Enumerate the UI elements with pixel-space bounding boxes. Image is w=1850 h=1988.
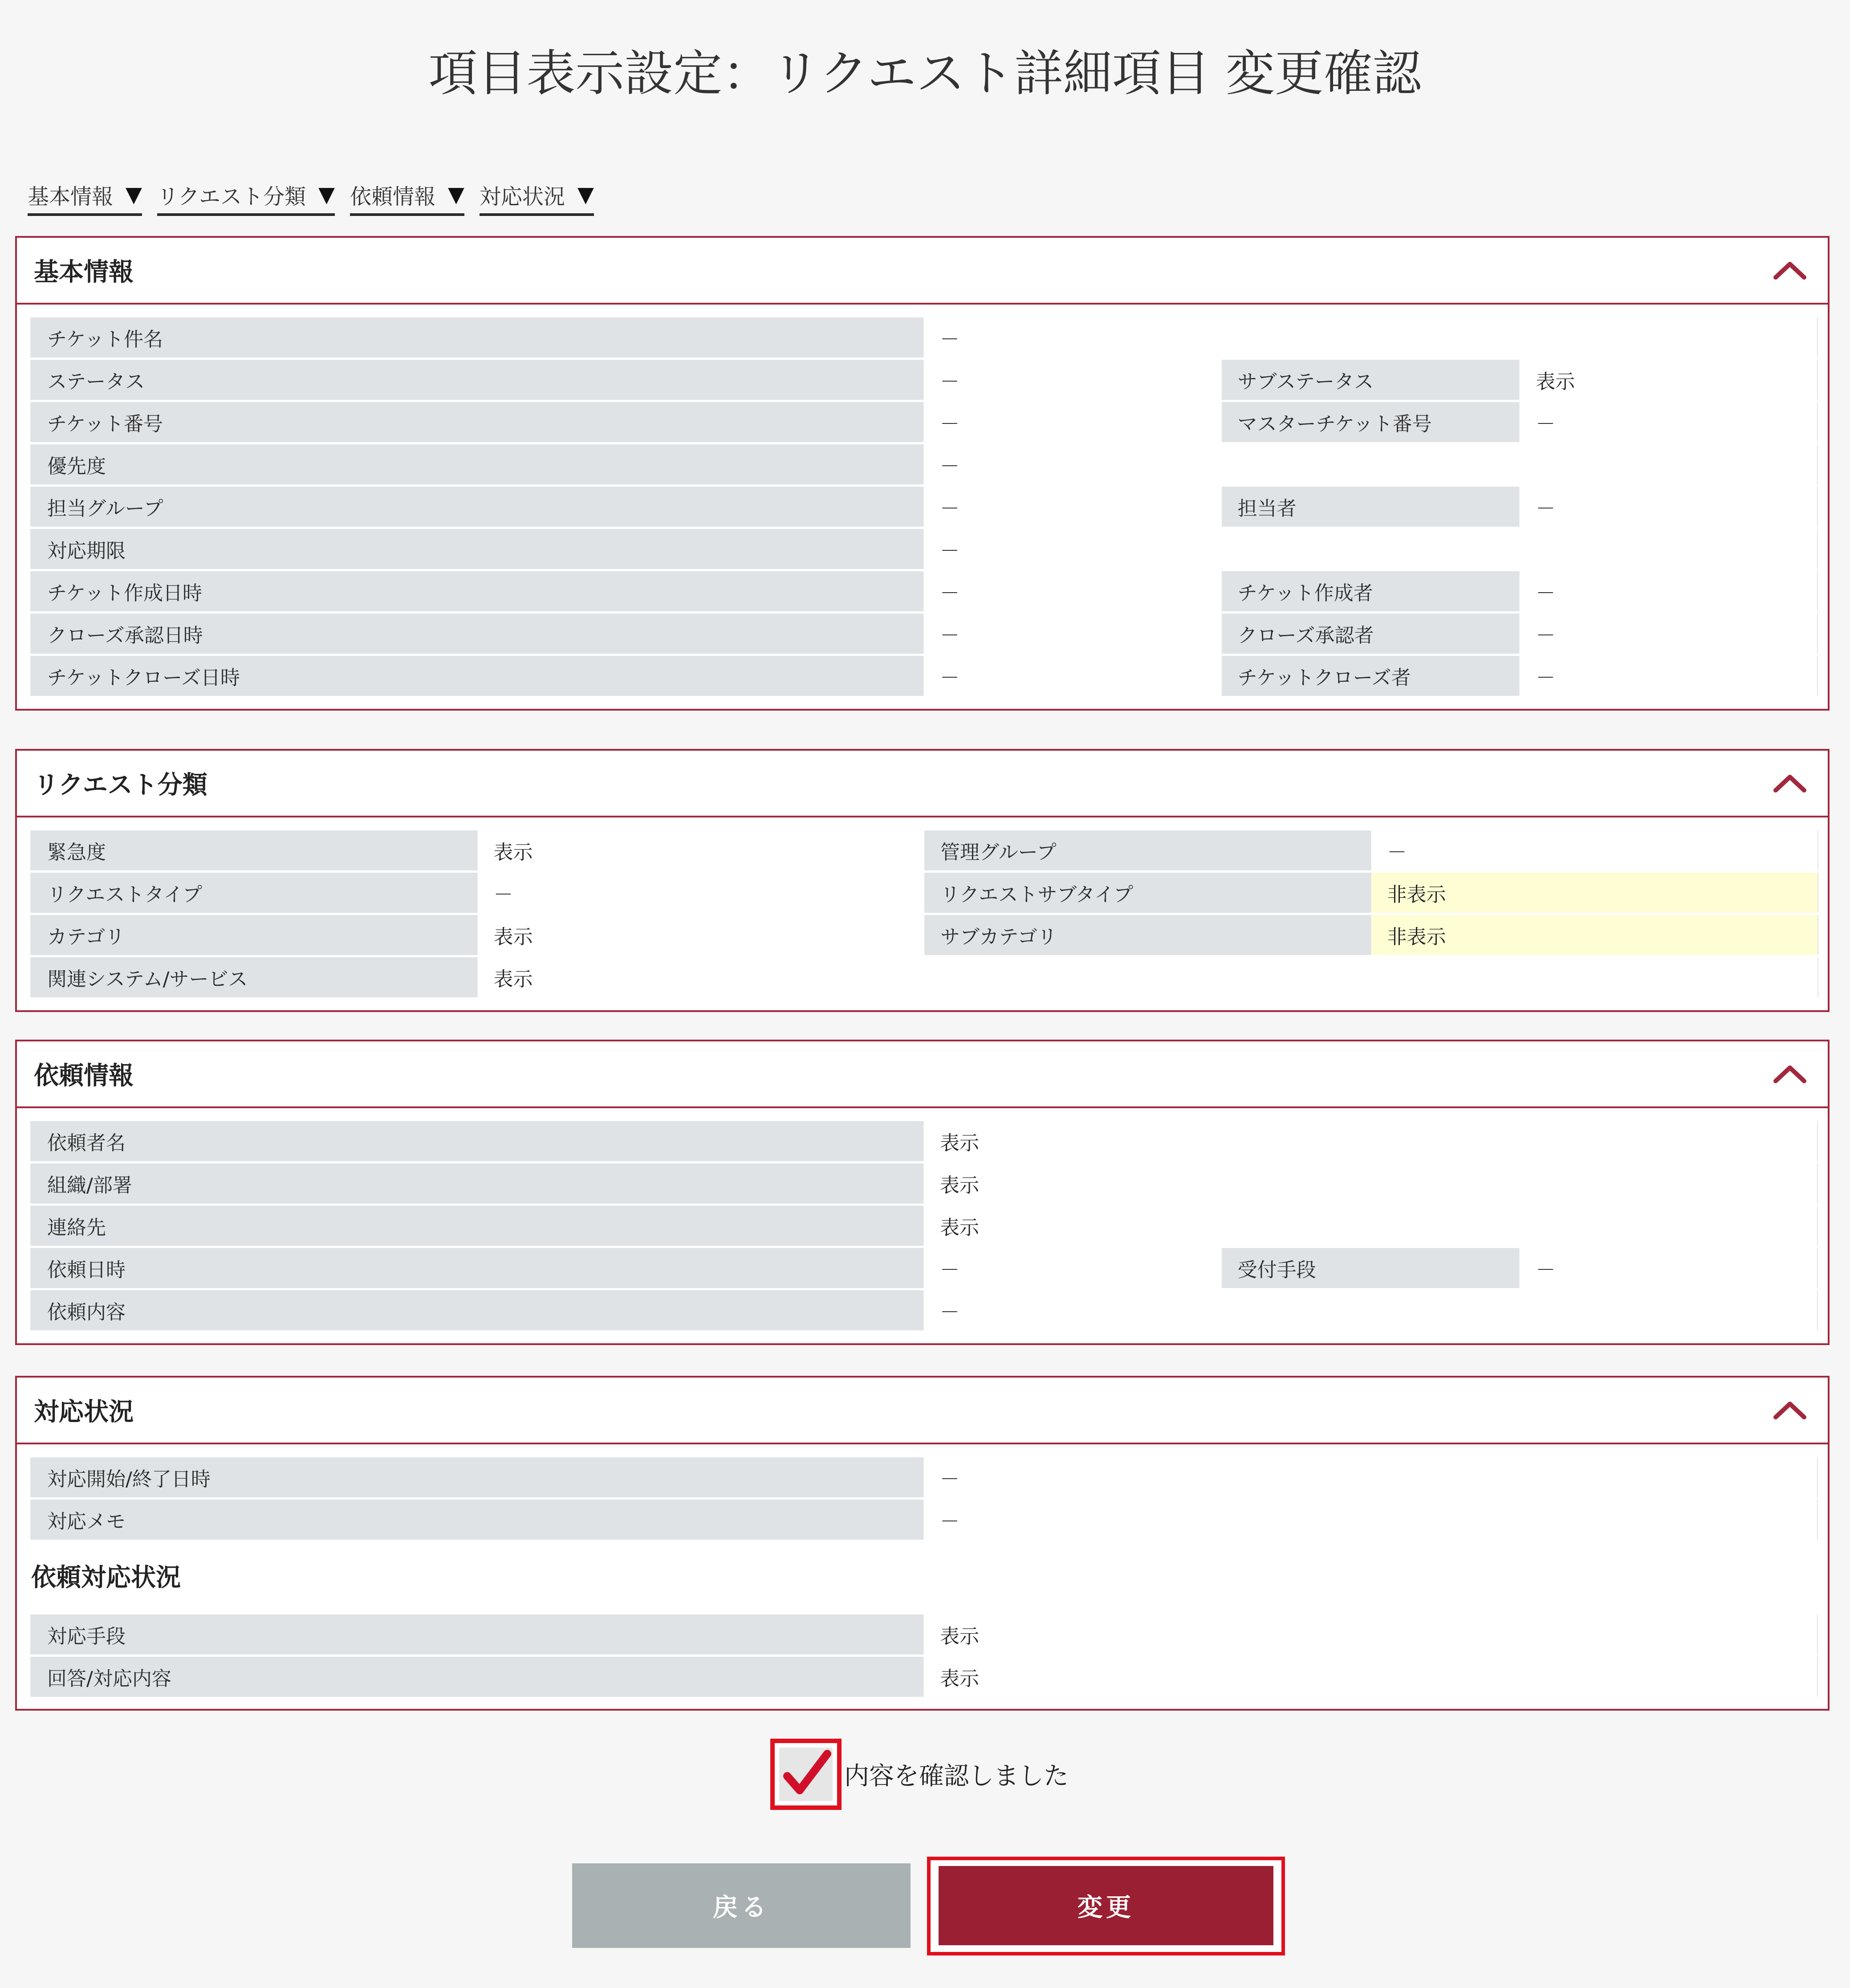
- field-value: －: [924, 1247, 1222, 1289]
- field-value: 表示: [924, 1614, 1818, 1656]
- table-row: [31, 443, 1817, 486]
- field-label: サブステータス: [1222, 359, 1520, 401]
- section-title: 依頼情報: [34, 1061, 134, 1090]
- field-value: －: [924, 1289, 1818, 1332]
- chevron-up-icon[interactable]: [1770, 768, 1810, 799]
- jump-link-category[interactable]: [157, 176, 335, 216]
- table-row: [31, 528, 1817, 570]
- subsection-title: 依頼対応状況: [31, 1563, 181, 1592]
- table-row: [31, 401, 1817, 443]
- field-value: －: [924, 1456, 1818, 1499]
- table-row: [31, 359, 1817, 401]
- table-row: [31, 1456, 1817, 1499]
- field-label: 依頼者名: [31, 1120, 924, 1163]
- field-label: 依頼内容: [31, 1289, 924, 1332]
- field-label: 管理グループ: [924, 829, 1371, 872]
- table-row: [31, 1163, 1817, 1205]
- jump-link-basic[interactable]: [28, 176, 142, 216]
- field-label: チケット番号: [31, 401, 924, 443]
- field-value: －: [924, 528, 1818, 570]
- field-value: －: [1371, 829, 1818, 872]
- section-header: [17, 1041, 1828, 1108]
- field-label: 関連システム/サービス: [31, 956, 477, 999]
- field-value: －: [924, 570, 1222, 613]
- field-value: 表示: [1520, 359, 1817, 401]
- section-jump-nav: [28, 176, 609, 216]
- field-value: －: [1520, 486, 1817, 528]
- field-value: 表示: [924, 1656, 1818, 1698]
- field-label: 緊急度: [31, 829, 477, 872]
- triangle-down-icon: ▼: [447, 182, 464, 207]
- confirm-checkbox[interactable]: [770, 1739, 842, 1810]
- page-title: 項目表示設定：リクエスト詳細項目 変更確認: [428, 45, 1422, 102]
- change-button[interactable]: 変更: [936, 1863, 1276, 1948]
- table-row: [31, 613, 1817, 655]
- chevron-up-icon[interactable]: [1770, 1394, 1810, 1426]
- field-value: －: [1520, 613, 1817, 655]
- confirm-label[interactable]: 内容を確認しました: [844, 1762, 1069, 1791]
- field-value: －: [924, 613, 1222, 655]
- jump-link-status[interactable]: [480, 176, 594, 216]
- field-label: チケット作成日時: [31, 570, 924, 613]
- table-row: [31, 829, 1818, 872]
- field-label: クローズ承認日時: [31, 613, 924, 655]
- section-request-category: [15, 749, 1830, 1012]
- field-label: カテゴリ: [31, 914, 477, 956]
- field-label: 担当グループ: [31, 486, 924, 528]
- field-label: サブカテゴリ: [924, 914, 1371, 956]
- field-value: －: [924, 443, 1818, 486]
- jump-link-label: 基本情報: [28, 184, 114, 209]
- section-basic-info: [15, 236, 1830, 711]
- field-value: 表示: [924, 1120, 1818, 1163]
- table-row: [31, 914, 1818, 956]
- chevron-up-icon[interactable]: [1770, 1058, 1810, 1090]
- table-row: [31, 1656, 1817, 1698]
- basic-info-table: [30, 315, 1818, 698]
- chevron-up-icon[interactable]: [1770, 255, 1810, 286]
- table-row: [31, 317, 1817, 359]
- field-label: チケットクローズ日時: [31, 655, 924, 697]
- field-value-changed: 非表示: [1371, 914, 1818, 956]
- field-value: －: [1520, 655, 1817, 697]
- triangle-down-icon: ▼: [126, 182, 142, 207]
- field-label: 優先度: [31, 443, 924, 486]
- field-label: 担当者: [1222, 486, 1520, 528]
- table-row: [31, 1247, 1817, 1289]
- field-label: 受付手段: [1222, 1247, 1520, 1289]
- field-value: 表示: [477, 914, 924, 956]
- section-header: [17, 1378, 1828, 1444]
- field-label: 組織/部署: [31, 1163, 924, 1205]
- field-value: －: [924, 655, 1222, 697]
- table-row: [31, 1614, 1817, 1656]
- jump-link-request[interactable]: [350, 176, 464, 216]
- table-row: [31, 1499, 1817, 1541]
- table-row: [31, 655, 1817, 697]
- field-value: －: [924, 317, 1818, 359]
- field-value: －: [924, 486, 1222, 528]
- field-value: 表示: [924, 1163, 1818, 1205]
- request-info-table: [30, 1119, 1818, 1333]
- field-label: 回答/対応内容: [31, 1656, 924, 1698]
- table-row: [31, 1120, 1817, 1163]
- field-value: －: [924, 1499, 1818, 1541]
- jump-link-label: 対応状況: [479, 184, 565, 209]
- request-category-table: [30, 828, 1818, 1000]
- section-title: リクエスト分類: [34, 771, 207, 800]
- field-value: －: [1520, 401, 1817, 443]
- jump-link-label: 依頼情報: [350, 184, 435, 209]
- request-response-table: [30, 1612, 1818, 1699]
- checkmark-icon: [779, 1748, 833, 1801]
- section-title: 基本情報: [34, 258, 134, 287]
- confirm-row: [770, 1739, 1069, 1810]
- field-label: 対応メモ: [31, 1499, 924, 1541]
- field-label: 対応開始/終了日時: [31, 1456, 924, 1499]
- field-label: チケット作成者: [1222, 570, 1520, 613]
- field-label: ステータス: [31, 359, 924, 401]
- field-value: －: [924, 359, 1222, 401]
- section-request-info: [15, 1040, 1830, 1345]
- field-value: 表示: [477, 956, 1818, 999]
- table-row: [31, 872, 1818, 914]
- field-label: チケット件名: [31, 317, 924, 359]
- checkbox-inner: [779, 1748, 833, 1801]
- table-row: [31, 486, 1817, 528]
- field-label: マスターチケット番号: [1222, 401, 1520, 443]
- triangle-down-icon: ▼: [318, 182, 335, 207]
- jump-link-label: リクエスト分類: [157, 184, 306, 209]
- field-value: －: [477, 872, 924, 914]
- field-label: 連絡先: [31, 1205, 924, 1247]
- table-row: [31, 570, 1817, 613]
- field-label: 対応手段: [31, 1614, 924, 1656]
- field-label: リクエストタイプ: [31, 872, 477, 914]
- table-row: [31, 1289, 1817, 1332]
- table-row: [31, 1205, 1817, 1247]
- field-label: 対応期限: [31, 528, 924, 570]
- field-label: リクエストサブタイプ: [924, 872, 1371, 914]
- back-button[interactable]: 戻る: [572, 1863, 911, 1948]
- field-value-changed: 非表示: [1371, 872, 1818, 914]
- field-label: クローズ承認者: [1222, 613, 1520, 655]
- field-value: －: [924, 401, 1222, 443]
- section-response-status: [15, 1376, 1830, 1711]
- triangle-down-icon: ▼: [577, 182, 594, 207]
- table-row: [31, 956, 1818, 999]
- response-status-table: [30, 1455, 1818, 1542]
- field-value: －: [1520, 570, 1817, 613]
- field-label: チケットクローズ者: [1222, 655, 1520, 697]
- field-value: 表示: [477, 829, 924, 872]
- section-header: [17, 751, 1828, 817]
- section-title: 対応状況: [34, 1398, 134, 1427]
- field-value: 表示: [924, 1205, 1818, 1247]
- field-value: －: [1520, 1247, 1817, 1289]
- field-label: 依頼日時: [31, 1247, 924, 1289]
- section-header: [17, 238, 1828, 305]
